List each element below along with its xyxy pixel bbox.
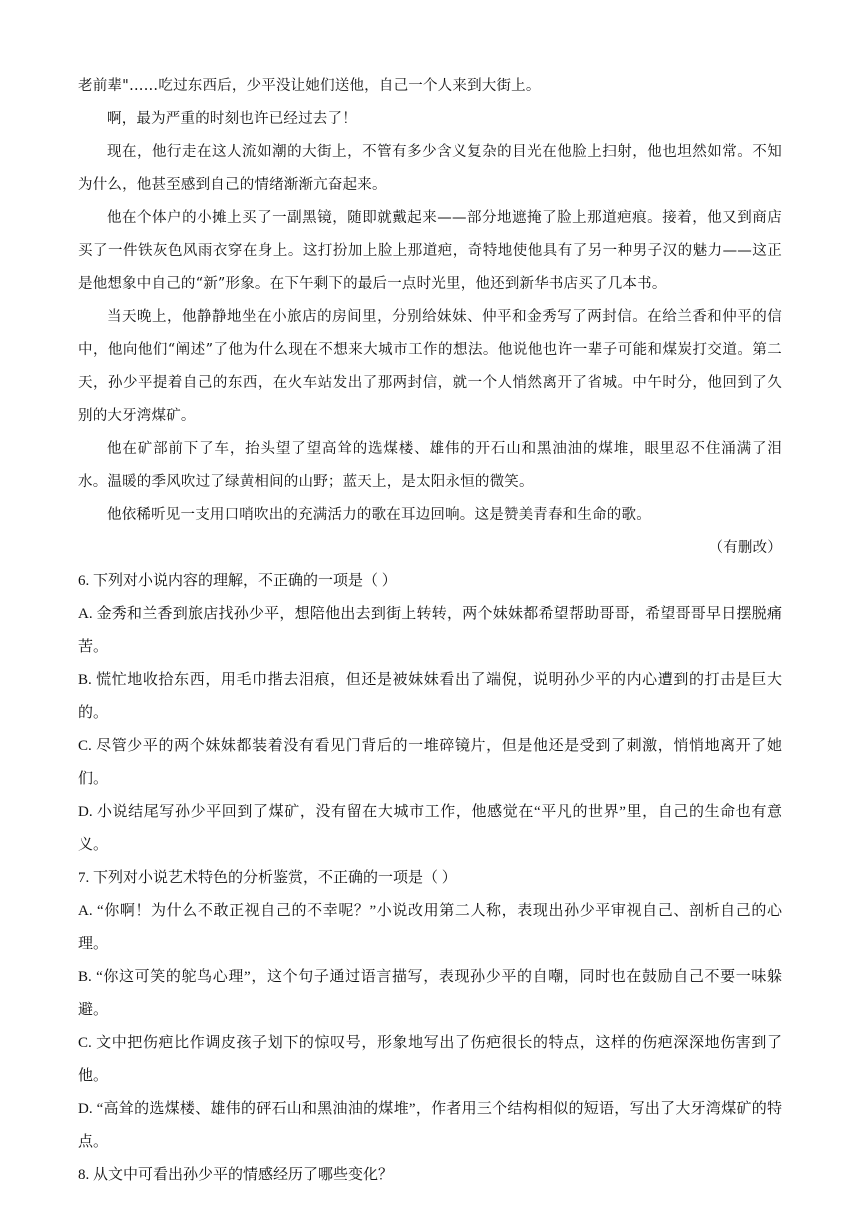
passage-paragraph: 他在矿部前下了车，抬头望了望高耸的选煤楼、雄伟的开石山和黑油油的煤堆，眼里忍不住涌满了泪水。温暖的季风吹过了绿黄相间的山野；蓝天上，是太阳永恒的微笑。 <box>78 441 782 490</box>
passage-paragraph: 他依稀听见一支用口哨吹出的充满活力的歌在耳边回响。这是赞美青春和生命的歌。 <box>107 507 651 523</box>
question-option: C. 文中把伤疤比作调皮孩子划下的惊叹号，形象地写出了伤疤很长的特点，这样的伤疤深深地伤害到了他。 <box>78 1035 782 1084</box>
passage-paragraph: 现在，他行走在这人流如潮的大街上，不管有多少含义复杂的目光在他脸上扫射，他也坦然如常。不知为什么，他甚至感到自己的情绪渐渐亢奋起来。 <box>78 144 782 193</box>
question-option: B. “你这可笑的鸵鸟心理”，这个句子通过语言描写，表现孙少平的自嘲，同时也在鼓励自己不要一味躲避。 <box>78 969 782 1018</box>
passage-paragraph: 他在个体户的小摊上买了一副黑镜，随即就戴起来——部分地遮掩了脸上那道疤痕。接着，他又到商店买了一件铁灰色风雨衣穿在身上。这打扮加上脸上那道疤，奇特地使他具有了另一种男子汉的魅力——这正是他想象中自己的“新”形象。在下午剩下的最后一点时光里，他还到新华书店买了几本书。 <box>78 210 782 292</box>
question-stem: 8. 从文中可看出孙少平的情感经历了哪些变化？ <box>78 1167 394 1183</box>
question-option: A. 金秀和兰香到旅店找孙少平，想陪他出去到街上转转，两个妹妹都希望帮助哥哥，希望哥哥早日摆脱痛苦。 <box>78 606 782 655</box>
passage-paragraph: 当天晚上，他静静地坐在小旅店的房间里，分别给妹妹、仲平和金秀写了两封信。在给兰香和仲平的信中，他向他们“阐述”了他为什么现在不想来大城市工作的想法。他说他也许一辈子可能和煤炭打交道。第二天，孙少平提着自己的东西，在火车站发出了那两封信，就一个人悄然离开了省城。中午时分，他回到了久别的大牙湾煤矿。 <box>78 309 782 424</box>
questions <box>78 565 782 1192</box>
question-option: B. 慌忙地收拾东西，用毛巾揩去泪痕，但还是被妹妹看出了端倪，说明孙少平的内心遭到的打击是巨大的。 <box>78 672 782 721</box>
document-page <box>78 70 782 1192</box>
source-note: （有删改） <box>708 540 782 556</box>
passage-paragraph: 啊，最为严重的时刻也许已经过去了！ <box>107 111 357 127</box>
passage <box>78 70 782 565</box>
question-stem: 6. 下列对小说内容的理解，不正确的一项是（ ） <box>78 573 397 589</box>
question-option: A. “你啊！为什么不敢正视自己的不幸呢？”小说改用第二人称，表现出孙少平审视自己、剖析自己的心理。 <box>78 903 782 952</box>
question-option: D. “高耸的选煤楼、雄伟的砰石山和黑油油的煤堆”，作者用三个结构相似的短语，写出了大牙湾煤矿的特点。 <box>78 1101 782 1150</box>
question-option: D. 小说结尾写孙少平回到了煤矿，没有留在大城市工作，他感觉在“平凡的世界”里，自己的生命也有意义。 <box>78 804 782 853</box>
question-option: C. 尽管少平的两个妹妹都装着没有看见门背后的一堆碎镜片，但是他还是受到了刺激，悄悄地离开了她们。 <box>78 738 782 787</box>
question-stem: 7. 下列对小说艺术特色的分析鉴赏，不正确的一项是（ ） <box>78 870 457 886</box>
passage-paragraph: 老前辈"……吃过东西后，少平没让她们送他，自己一个人来到大街上。 <box>78 78 541 94</box>
